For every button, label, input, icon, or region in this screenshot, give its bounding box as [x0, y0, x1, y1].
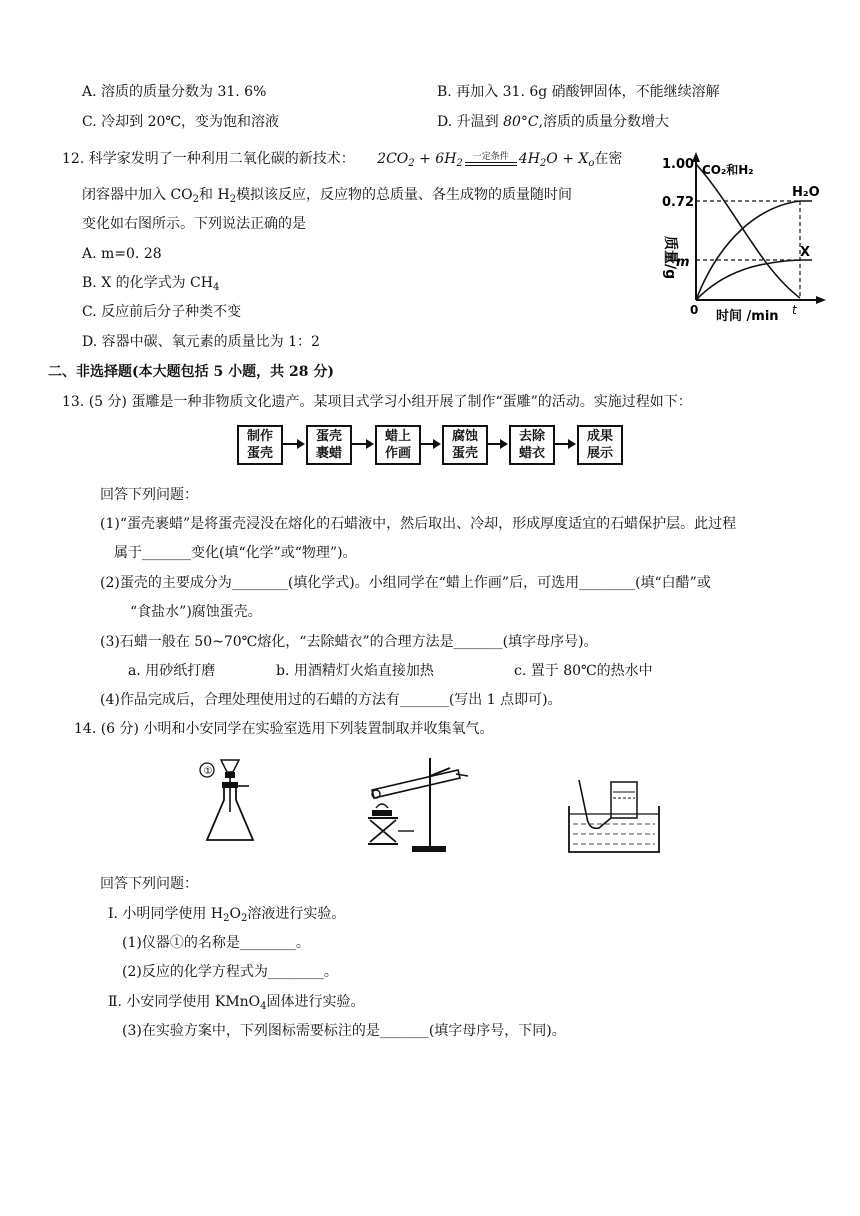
water-label: H₂O	[792, 185, 820, 200]
q12-option-b: B. X 的化学式为 $CH_4$	[82, 275, 220, 293]
flow-arrow-3	[420, 436, 442, 452]
flow-step-2: 蛋壳 裹蜡	[306, 425, 352, 465]
q13-part2-line2: “食盐水”)腐蚀蛋壳。	[130, 604, 262, 620]
svg-text:①: ①	[203, 766, 213, 777]
q14-answer-prompt: 回答下列问题：	[100, 876, 198, 892]
q14-part2: Ⅱ. 小安同学使用 KMnO$_4$固体进行实验。	[108, 994, 365, 1012]
q14-intro: 14. (6 分) 小明和小安同学在实验室选用下列装置制取并收集氧气。	[74, 721, 494, 737]
y-axis-label: 质量/g	[662, 236, 678, 280]
section-2-title: 二、非选择题(本大题包括 5 小题，共 28 分)	[48, 364, 334, 380]
flow-arrow-4	[487, 436, 509, 452]
flow-arrow-1	[283, 436, 306, 452]
flow-step-6: 成果 展示	[577, 425, 623, 465]
apparatus-water-trough	[565, 778, 665, 858]
q14-question-1: (1)仪器①的名称是________。	[122, 935, 310, 951]
q13-part1-line1: (1)“蛋壳裹蜡”是将蛋壳浸没在熔化的石蜡液中，然后取出、冷却，形成厚度适宜的石蜡保护层。此过程	[100, 516, 737, 532]
q14-question-2: (2)反应的化学方程式为________。	[122, 964, 338, 980]
flow-step-1: 制作 蛋壳	[237, 425, 283, 465]
q13-part3: (3)石蜡一般在 50~70℃熔化，“去除蜡衣”的合理方法是_______(填字母序号)。	[100, 634, 598, 650]
apparatus-test-tube-heating	[360, 748, 470, 858]
flow-step-3: 蜡上 作画	[375, 425, 421, 465]
q13-answer-prompt: 回答下列问题：	[100, 487, 198, 503]
apparatus-conical-flask	[195, 752, 265, 852]
q12-option-c: C. 反应前后分子种类不变	[82, 304, 242, 320]
q14-question-3: (3)在实验方案中，下列图标需要标注的是_______(填字母序号，下同)。	[122, 1023, 566, 1039]
y-tick-1: 1.00	[662, 157, 695, 172]
q12-option-a: A. m=0. 28	[82, 246, 162, 262]
x-axis-label: 时间 /min	[716, 309, 779, 324]
q12-option-d: D. 容器中碳、氧元素的质量比为 1：2	[82, 334, 320, 350]
q12-stem-line3: 变化如右图所示。下列说法正确的是	[82, 216, 306, 232]
reactant-label: CO₂和H₂	[702, 163, 754, 177]
y-tick-072: 0.72	[662, 195, 695, 210]
q13-part3-option-b: b. 用酒精灯火焰直接加热	[276, 663, 434, 679]
q11-option-a: A. 溶质的质量分数为 31. 6%	[82, 84, 267, 100]
mass-time-graph	[640, 148, 830, 328]
reactant-curve	[696, 164, 800, 298]
chemical-equation: $2CO_2 + 6H_2$ 一定条件 $4H_2O + X_o$	[377, 151, 595, 169]
origin-label: 0	[690, 303, 699, 317]
q11-option-b: B. 再加入 31. 6g 硝酸钾固体，不能继续溶解	[437, 84, 720, 100]
flow-step-4: 腐蚀 蛋壳	[442, 425, 488, 465]
t-label: t	[792, 303, 797, 317]
q13-part3-option-a: a. 用砂纸打磨	[128, 663, 216, 679]
q13-part4: (4)作品完成后，合理处理使用过的石蜡的方法有_______(写出 1 点即可)。	[100, 692, 562, 708]
x-axis-arrow	[816, 296, 826, 304]
q11-option-d: D. 升温到 80°C,溶质的质量分数增大	[437, 114, 670, 130]
q13-intro: 13. (5 分) 蛋雕是一种非物质文化遗产。某项目式学习小组开展了制作“蛋雕”的活动。实施过程如下：	[62, 394, 692, 410]
x-label: X	[800, 245, 811, 260]
y-tick-m: m	[676, 255, 690, 270]
flow-arrow-5	[554, 436, 577, 452]
q12-stem-line1: 12. 科学家发明了一种利用二氧化碳的新技术： $2CO_2 + 6H_2$ 一定条件 $4H_2O + X_o$在密	[62, 151, 623, 169]
q11-option-c: C. 冷却到 20℃，变为饱和溶液	[82, 114, 280, 130]
q13-part2-line1: (2)蛋壳的主要成分为________(填化学式)。小组同学在“蜡上作画”后，可选用________(填“白醋”或	[100, 575, 711, 591]
q13-part1-line2: 属于_______变化(填“化学”或“物理”)。	[114, 545, 357, 561]
reaction-condition: 一定条件	[465, 152, 517, 166]
q12-stem-line2: 闭容器中加入 $CO_2$和 $H_2$模拟该反应，反应物的总质量、各生成物的质量随时间	[82, 187, 573, 205]
q14-part1: Ⅰ. 小明同学使用 $H_2O_2$溶液进行实验。	[108, 906, 346, 924]
q13-part3-option-c: c. 置于 80℃的热水中	[514, 663, 653, 679]
flow-step-5: 去除 蜡衣	[509, 425, 555, 465]
flow-arrow-2	[352, 436, 375, 452]
